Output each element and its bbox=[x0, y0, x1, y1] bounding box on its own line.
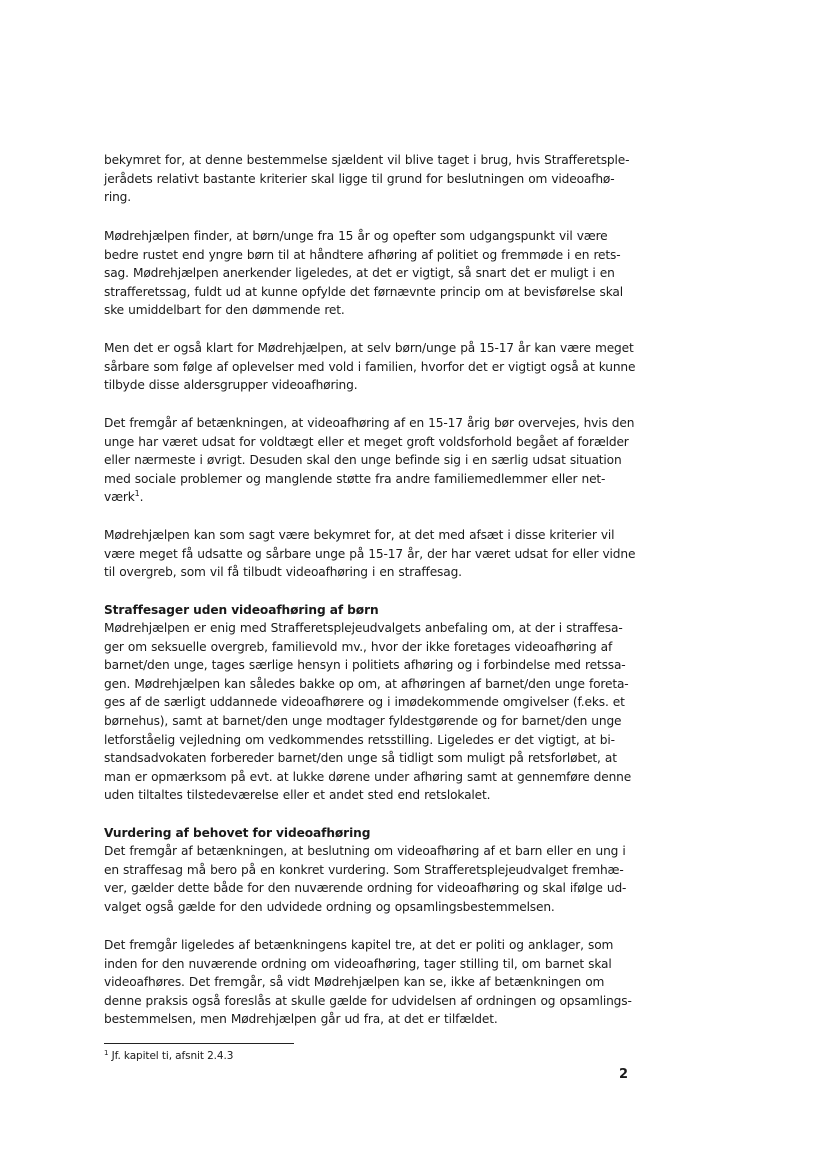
body-paragraph bbox=[104, 151, 644, 207]
text-line: børnehus), samt at barnet/den unge modtager fyldestgørende og for barnet/den unge bbox=[104, 713, 622, 728]
section-heading: Vurdering af behovet for videoafhøring bbox=[104, 826, 371, 840]
text-line: videoafhøres. Det fremgår, så vidt Mødrehjælpen kan se, ikke af betænkningen om bbox=[104, 975, 605, 990]
text-line: bekymret for, at denne bestemmelse sjældent vil blive taget i brug, hvis Strafferetsple- bbox=[104, 153, 630, 167]
text-line: eller nærmeste i øvrigt. Desuden skal den unge befinde sig i en særlig udsat situation bbox=[104, 453, 622, 468]
text-line: standsadvokaten forbereder barnet/den unge så tidligt som muligt på retsforløbet, at bbox=[104, 751, 617, 766]
body-paragraph bbox=[104, 227, 644, 320]
footnote bbox=[104, 1049, 233, 1063]
text-line: letforståelig vejledning om vedkommendes retsstilling. Ligeledes er det vigtigt, at bi- bbox=[104, 732, 615, 747]
text-line: Men det er også klart for Mødrehjælpen, at selv børn/unge på 15-17 år kan være meget bbox=[104, 341, 634, 355]
text-line: en straffesag må bero på en konkret vurdering. Som Strafferetsplejeudvalget fremhæ- bbox=[104, 862, 624, 877]
text-line: Det fremgår af betænkningen, at beslutning om videoafhøring af et barn eller en ung i bbox=[104, 844, 626, 858]
text-line: valget også gælde for den udvidede ordning og opsamlingsbestemmelsen. bbox=[104, 899, 555, 914]
text-line: gen. Mødrehjælpen kan således bakke op om, at afhøringen af barnet/den unge foreta- bbox=[104, 676, 629, 691]
footnote-divider bbox=[104, 1043, 294, 1044]
text-line: ring. bbox=[104, 190, 131, 205]
body-paragraph bbox=[104, 414, 644, 507]
text-line: Mødrehjælpen er enig med Strafferetsplejeudvalgets anbefaling om, at der i straffesa- bbox=[104, 621, 623, 635]
text-line: sårbare som følge af oplevelser med vold i familien, hvorfor det er vigtigt også at kunne bbox=[104, 359, 636, 374]
page-number: 2 bbox=[619, 1067, 629, 1082]
text-line: man er opmærksom på evt. at lukke dørene under afhøring samt at gennemføre denne bbox=[104, 769, 632, 784]
body-paragraph bbox=[104, 619, 644, 805]
text-line: ske umiddelbart for den dømmende ret. bbox=[104, 303, 345, 318]
text-line: inden for den nuværende ordning om videoafhøring, tager stilling til, om barnet skal bbox=[104, 956, 612, 971]
text-line: Mødrehjælpen finder, at børn/unge fra 15 år og opefter som udgangspunkt vil være bbox=[104, 229, 608, 243]
text-line: ver, gælder dette både for den nuværende ordning for videoafhøring og skal ifølge ud- bbox=[104, 881, 627, 896]
text-line: strafferetssag, fuldt ud at kunne opfylde det førnævnte princip om at bevisførelse skal bbox=[104, 284, 623, 299]
body-paragraph bbox=[104, 339, 644, 395]
text-line: Det fremgår af betænkningen, at videoafhøring af en 15-17 årig bør overvejes, hvis den bbox=[104, 416, 635, 430]
text-line: jerådets relativt bastante kriterier skal ligge til grund for beslutningen om videoafhø- bbox=[104, 171, 615, 186]
body-paragraph bbox=[104, 936, 644, 1029]
text-line: tilbyde disse aldersgrupper videoafhøring. bbox=[104, 378, 358, 393]
body-paragraph bbox=[104, 526, 644, 582]
footnote-text: Jf. kapitel ti, afsnit 2.4.3 bbox=[111, 1050, 234, 1062]
text-line: sag. Mødrehjælpen anerkender ligeledes, at det er vigtigt, så snart det er muligt i en bbox=[104, 266, 615, 281]
text-line: barnet/den unge, tages særlige hensyn i politiets afhøring og i forbindelse med retssa- bbox=[104, 658, 626, 673]
text-line: være meget få udsatte og sårbare unge på 15-17 år, der har været udsat for eller vidne bbox=[104, 546, 636, 561]
body-paragraph bbox=[104, 842, 644, 916]
text-line: ger om seksuelle overgreb, familievold mv., hvor der ikke foretages videoafhøring af bbox=[104, 639, 613, 654]
text-line: med sociale problemer og manglende støtte fra andre familiemedlemmer eller net- bbox=[104, 471, 606, 486]
footnote-reference: 1 bbox=[134, 489, 140, 499]
text-line: Mødrehjælpen kan som sagt være bekymret for, at det med afsæt i disse kriterier vil bbox=[104, 528, 615, 542]
text-line: Det fremgår ligeledes af betænkningens kapitel tre, at det er politi og anklager, som bbox=[104, 938, 614, 952]
section-heading: Straffesager uden videoafhøring af børn bbox=[104, 603, 379, 617]
text-line: værk bbox=[104, 490, 135, 505]
text-line: ges af de særligt uddannede videoafhørere og i imødekommende omgivelser (f.eks. et bbox=[104, 695, 625, 710]
text-line: bedre rustet end yngre børn til at håndtere afhøring af politiet og fremmøde i en rets- bbox=[104, 247, 621, 262]
text-line: bestemmelsen, men Mødrehjælpen går ud fra, at det er tilfældet. bbox=[104, 1012, 498, 1027]
text-line: unge har været udsat for voldtægt eller et meget groft voldsforhold begået af forælder bbox=[104, 434, 629, 449]
text-line: denne praksis også foreslås at skulle gælde for udvidelsen af ordningen og opsamlings- bbox=[104, 993, 632, 1008]
text-line-with-footnote: værk$^1$. bbox=[104, 489, 144, 505]
footnote-marker: 1 bbox=[104, 1049, 109, 1057]
text-line: til overgreb, som vil få tilbudt videoafhøring i en straffesag. bbox=[104, 565, 462, 580]
text-line: uden tiltaltes tilstedeværelse eller et andet sted end retslokalet. bbox=[104, 788, 491, 803]
